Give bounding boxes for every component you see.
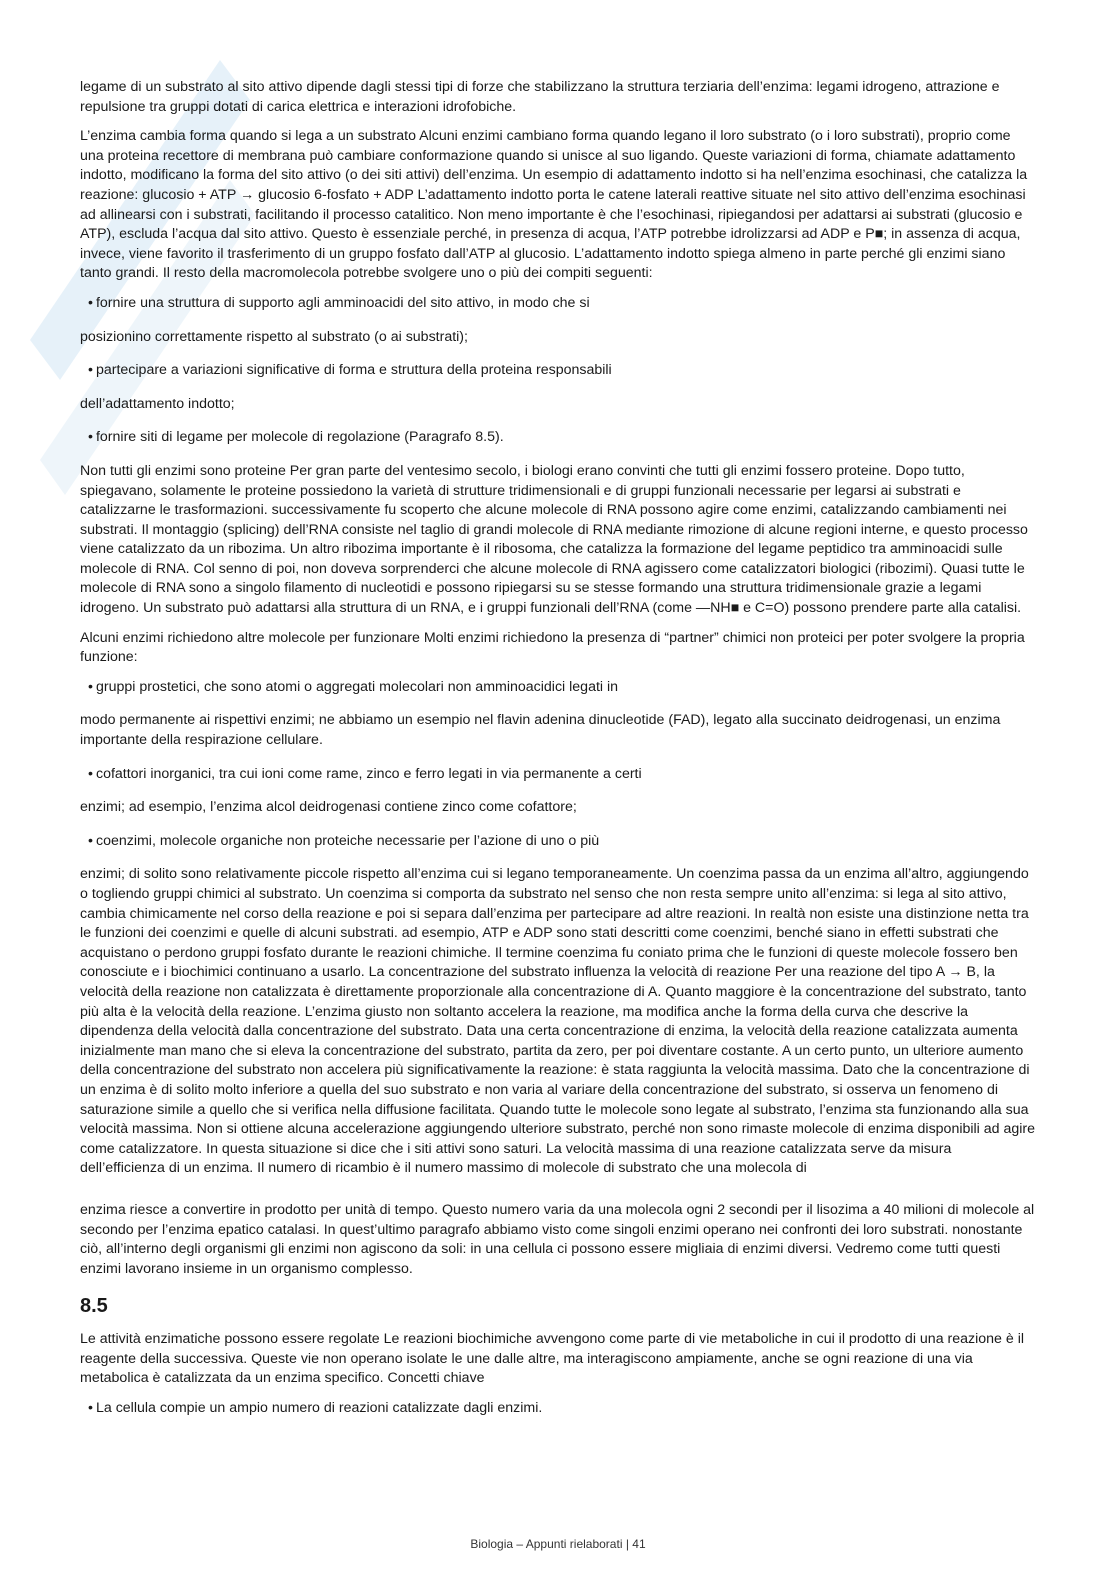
paragraph: dell’adattamento indotto;	[80, 395, 235, 412]
bullet-icon: •	[88, 362, 93, 379]
list-item	[88, 765, 1036, 785]
list-item	[88, 361, 1036, 381]
paragraph: enzima riesce a convertire in prodotto per unità di tempo. Questo numero varia da una molecola ogni 2 secondi per il lisozima a 40 milioni di molecole al secondo per l’enzima epatico catalasi. In quest’ultimo paragrafo abbiamo visto come singoli enzimi operano nei confronti dei loro substrati. nonostante ciò, all’interno degli organismi gli enzimi non agiscono da soli: in una cellula ci possono essere migliaia di enzimi diversi. Vedremo come tutti questi enzimi lavorano insieme in un organismo complesso.	[80, 1201, 1035, 1277]
bullet-icon: •	[88, 832, 93, 849]
paragraph: Alcuni enzimi richiedono altre molecole per funzionare Molti enzimi richiedono la presenza di “partner” chimici non proteici per poter svolgere la propria funzione:	[80, 629, 1025, 666]
list-item	[88, 678, 1036, 698]
list-item-text: coenzimi, molecole organiche non proteiche necessarie per l’azione di uno o più	[95, 832, 600, 849]
paragraph: modo permanente ai rispettivi enzimi; ne abbiamo un esempio nel flavin adenina dinucleotide (FAD), legato alla succinato deidrogenasi, un enzima importante della respirazione cellulare.	[80, 712, 1001, 749]
paragraph: Le attività enzimatiche possono essere regolate Le reazioni biochimiche avvengono come parte di vie metaboliche in cui il prodotto di una reazione è il reagente della successiva. Queste vie non operano isolate le une dalle altre, ma interagiscono ampiamente, anche se ogni reazione di una via metabolica è catalizzata da un enzima specifico. Concetti chiave	[80, 1331, 1025, 1387]
paragraph: L’enzima cambia forma quando si lega a un substrato Alcuni enzimi cambiano forma quando legano il loro substrato (o i loro substrati), proprio come una proteina recettore di membrana può cambiare conformazione quando si unisce al suo ligando. Queste variazioni di forma, chiamate adattamento indotto, modificano la forma del sito attivo (o dei siti attivi) dell’enzima. Un esempio di adattamento indotto si ha nell’enzima esochinasi, che catalizza la reazione: glucosio + ATP → glucosio 6-fosfato + ADP L’adattamento indotto porta le catene laterali reattive situate nel sito attivo dell’enzima esochinasi ad allinearsi con i substrati, facilitando il processo catalitico. Non meno importante è che l’esochinasi, ripiegandosi per adattarsi ai substrati (glucosio e ATP), escluda l’acqua dal sito attivo. Questo è essenziale perché, in presenza di acqua, l’ATP potrebbe idrolizzarsi ad ADP e P■; in assenza di acqua, invece, viene favorito il trasferimento di un gruppo fosfato dall’ATP al glucosio. L’adattamento indotto spiega almeno in parte perché gli enzimi siano tanto grandi. Il resto della macromolecola potrebbe svolgere uno o più dei compiti seguenti:	[80, 128, 1028, 282]
list-item-text: fornire siti di legame per molecole di regolazione (Paragrafo 8.5).	[95, 429, 504, 446]
paragraph: Non tutti gli enzimi sono proteine Per gran parte del ventesimo secolo, i biologi erano convinti che tutti gli enzimi fossero proteine. Dopo tutto, spiegavano, solamente le proteine possiedono la varietà di strutture tridimensionali e di gruppi funzionali necessarie per legarsi ai substrati e catalizzarne le trasformazioni. successivamente fu scoperto che alcune molecole di RNA possono agire come enzimi, catalizzando cambiamenti nei substrati. Il montaggio (splicing) dell’RNA consiste nel taglio di grandi molecole di RNA mediante rimozione di alcune regioni interne, e questo processo viene catalizzato da un ribozima. Un altro ribozima importante è il ribosoma, che catalizza la formazione del legame peptidico tra amminoacidi sulle molecole di RNA. Col senno di poi, non doveva sorprenderci che alcune molecole di RNA agissero come catalizzatori biologici (ribozimi). Quasi tutte le molecole di RNA sono a singolo filamento di nucleotidi e possono ripiegarsi su se stesse formando una struttura tridimensionale grazie a legami idrogeno. Un substrato può adattarsi alla struttura di un RNA, e i gruppi funzionali dell’RNA (come —NH■ e C=O) possono prendere parte alla catalisi.	[80, 462, 1028, 617]
paragraph: enzimi; ad esempio, l’enzima alcol deidrogenasi contiene zinco come cofattore;	[80, 799, 577, 816]
list-item-text: gruppi prostetici, che sono atomi o aggregati molecolari non amminoacidici legati in	[95, 678, 619, 695]
paragraph: legame di un substrato al sito attivo dipende dagli stessi tipi di forze che stabilizzano la struttura terziaria dell’enzima: legami idrogeno, attrazione e repulsione tra gruppi dotati di carica elettrica e interazioni idrofobiche.	[80, 79, 1000, 115]
list-item	[88, 294, 1036, 314]
page-footer: Biologia – Appunti rielaborati | 41	[470, 1537, 646, 1551]
list-item	[88, 832, 1036, 852]
list-item-text: partecipare a variazioni significative di forma e struttura della proteina responsabili	[95, 362, 612, 379]
bullet-icon: •	[88, 1400, 93, 1417]
bullet-icon: •	[88, 678, 93, 695]
paragraph: posizionino correttamente rispetto al substrato (o ai substrati);	[80, 328, 468, 345]
bullet-icon: •	[88, 765, 93, 782]
document-page	[80, 78, 1036, 1433]
bullet-icon: •	[88, 294, 93, 311]
list-item	[88, 1399, 1036, 1419]
list-item-text: La cellula compie un ampio numero di reazioni catalizzate dagli enzimi.	[95, 1400, 543, 1417]
paragraph: enzimi; di solito sono relativamente piccole rispetto all’enzima cui si legano temporaneamente. Un coenzima passa da un enzima all’altro, aggiungendo o togliendo gruppi chimici al substrato. Un coenzima si comporta da substrato nel senso che non resta sempre unito all’enzima: si lega al sito attivo, cambia chimicamente nel corso della reazione e poi si separa dall’enzima per partecipare ad altre reazioni. In realtà non esiste una distinzione netta tra le funzioni dei coenzimi e quelle di alcuni substrati. ad esempio, ATP e ADP sono stati descritti come coenzimi, benché siano in effetti substrati che acquistano o perdono gruppi fosfato durante le reazioni chimiche. Il termine coenzima fu coniato prima che le funzioni di queste molecole fossero ben conosciute e i biochimici continuano a usarlo. La concentrazione del substrato influenza la velocità di reazione Per una reazione del tipo A → B, la velocità della reazione non catalizzata è direttamente proporzionale alla concentrazione di A. Quanto maggiore è la concentrazione del substrato, tanto più alta è la velocità della reazione. L’enzima giusto non soltanto accelera la reazione, ma modifica anche la forma della curva che descrive la dipendenza della velocità dalla concentrazione del substrato. Data una certa concentrazione di enzima, la velocità della reazione catalizzata aumenta inizialmente man mano che si eleva la concentrazione del substrato, partita da zero, per poi diventare costante. A un certo punto, un ulteriore aumento della concentrazione del substrato non accelera più significativamente la reazione: è stata raggiunta la velocità massima. Dato che la concentrazione di un enzima è di solito molto inferiore a quella del suo substrato e non varia al variare della concentrazione del substrato, si osserva un fenomeno di saturazione simile a quello che si verifica nella diffusione facilitata. Quando tutte le molecole sono legate al substrato, l’enzima sta funzionando alla sua velocità massima. Non si ottiene alcuna accelerazione aggiungendo ulteriore substrato, perché non sono rimaste molecole di enzima disponibili ad agire come catalizzatore. In questa situazione si dice che i siti attivi sono saturi. La velocità massima di una reazione catalizzata serve da misura dell’efficienza di un enzima. Il numero di ricambio è il numero massimo di molecole di substrato che una molecola di	[80, 866, 1036, 1177]
section-heading: 8.5	[80, 1295, 108, 1318]
list-item-text: fornire una struttura di supporto agli amminoacidi del sito attivo, in modo che si	[95, 294, 590, 311]
list-item	[88, 428, 1036, 448]
list-item-text: cofattori inorganici, tra cui ioni come rame, zinco e ferro legati in via permanente a certi	[95, 765, 642, 782]
bullet-icon: •	[88, 429, 93, 446]
